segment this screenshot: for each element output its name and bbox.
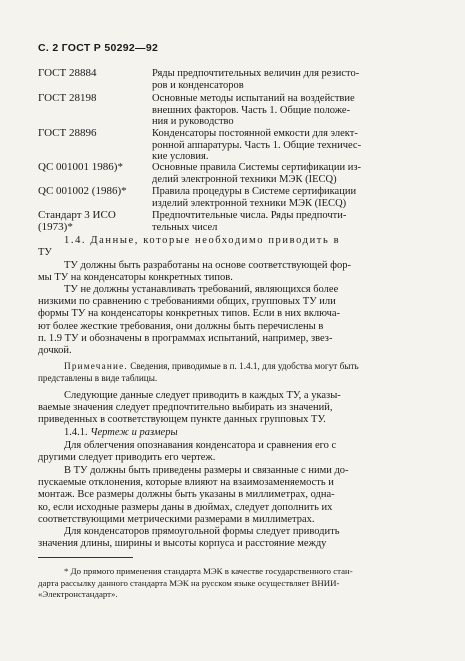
reference-entry: [38, 93, 438, 129]
reference-description: [152, 162, 438, 185]
text-line: внешних факторов. Часть 1. Общие положе-: [152, 104, 351, 116]
text-line: Сведения, приводимые в п. 1.4.1, для удобства могут быть: [130, 361, 359, 371]
footnote-divider: [38, 557, 133, 558]
text-line: п. 1.9 ТУ и обозначены в программах испытаний, например, звез-: [38, 332, 333, 344]
reference-entry: [38, 186, 438, 210]
reference-entry: [38, 162, 438, 186]
text-line: монтаж. Все размеры должны быть указаны в миллиметрах, одна-: [38, 489, 335, 501]
text-line: делий электронной техники МЭК (IECQ): [152, 173, 337, 185]
reference-code: QC 001002 (1986)*: [38, 185, 127, 197]
text-line: другими следует приводить его чертеж.: [38, 452, 216, 464]
text-line: ния и руководство: [152, 116, 234, 128]
text-line: ТУ должны быть разработаны на основе соответствующей фор-: [64, 260, 351, 271]
text-line: формы ТУ на конденсаторы конкретных типов. Если в них включа-: [38, 308, 341, 320]
paragraph: [38, 526, 438, 550]
reference-description: [152, 210, 438, 233]
text-line: пускаемые отклонения, которые влияют на взаимозаменяемость и: [38, 477, 334, 489]
paragraph: [38, 465, 438, 526]
text-line: низкими по сравнению с требованиями общих, групповых ТУ или: [38, 296, 336, 308]
text-line: ронной аппаратуры. Часть 1. Общие техничес-: [152, 139, 362, 151]
section-heading-1-4: [38, 235, 438, 259]
text-line: Ряды предпочтительных величин для резисто-: [152, 68, 360, 79]
text-line: дарта рассылку данного стандарта МЭК на русском языке осуществляет ВНИИ-: [38, 577, 340, 588]
reference-code: ГОСТ 28896: [38, 127, 97, 139]
text-line: В ТУ должны быть приведены размеры и связанные с ними до-: [64, 465, 349, 476]
text-line: ко, если исходные размеры даны в дюймах, следует дополнить их: [38, 501, 333, 513]
reference-description: [152, 93, 438, 128]
reference-code: Стандарт 3 ИСО (1973)*: [38, 209, 116, 233]
reference-description: [152, 68, 438, 91]
text-line: ТУ: [38, 247, 52, 259]
text-line: «Электронстандарт».: [38, 589, 118, 599]
text-line: Следующие данные следует приводить в каждых ТУ, а указы-: [64, 390, 341, 401]
reference-description: [152, 186, 438, 209]
text-line: Основные методы испытаний на воздействие: [152, 93, 355, 104]
note: [38, 360, 438, 384]
text-line: дочкой.: [38, 345, 72, 357]
text-line: мы ТУ на конденсаторы конкретных типов.: [38, 272, 233, 284]
note-label: Примечание.: [64, 361, 128, 371]
text-line: ТУ не должны устанавливать требований, являющихся более: [64, 284, 339, 295]
paragraph: [38, 284, 438, 357]
text-line: соответствующими метрическими размерами в миллиметрах.: [38, 513, 315, 525]
paragraph: [38, 440, 438, 464]
text-line: кие условия.: [152, 151, 209, 163]
section-title: Чертеж и размеры: [90, 427, 178, 438]
text-line: изделий электронной техники МЭК (IECQ): [152, 197, 347, 209]
reference-description: [152, 128, 438, 163]
paragraph: [38, 260, 438, 284]
text-line: 1.4. Данные, которые необходимо приводить в: [64, 235, 341, 246]
reference-entry: [38, 128, 438, 164]
reference-code: ГОСТ 28198: [38, 92, 97, 104]
text-line: Правила процедуры в Системе сертификации: [152, 186, 357, 197]
text-line: представлены в виде таблицы.: [38, 373, 158, 383]
text-line: Конденсаторы постоянной емкости для элект-: [152, 128, 358, 139]
reference-entry: [38, 210, 438, 234]
text-line: Предпочтительные числа. Ряды предпочти-: [152, 210, 347, 221]
text-line: Основные правила Системы сертификации из-: [152, 162, 362, 173]
reference-entry: [38, 68, 438, 92]
text-line: значения длины, ширины и высоты корпуса и расстояние между: [38, 538, 327, 550]
reference-code: QC 001001 1986)*: [38, 161, 123, 173]
text-line: приведенных в соответствующем пункте данных групповых ТУ.: [38, 414, 326, 426]
text-line: Для облегчения опознавания конденсатора и сравнения его с: [64, 440, 337, 451]
reference-code: ГОСТ 28884: [38, 67, 97, 79]
page-header: С. 2 ГОСТ Р 50292—92: [38, 42, 159, 54]
section-number: 1.4.1.: [64, 427, 88, 438]
paragraph: [38, 390, 438, 427]
text-line: * До прямого применения стандарта МЭК в качестве государственного стан-: [64, 566, 353, 576]
text-line: тельных чисел: [152, 221, 218, 233]
text-line: ют более жесткие требования, они должны быть перечислены в: [38, 320, 324, 332]
text-line: ров и конденсаторов: [152, 79, 244, 91]
section-heading-1-4-1: [38, 427, 438, 439]
text-line: ваемые значения следует предпочтительно выбирать из значений,: [38, 402, 333, 414]
text-line: Для конденсаторов прямоугольной формы следует приводить: [64, 526, 340, 537]
footnote: [38, 566, 438, 601]
